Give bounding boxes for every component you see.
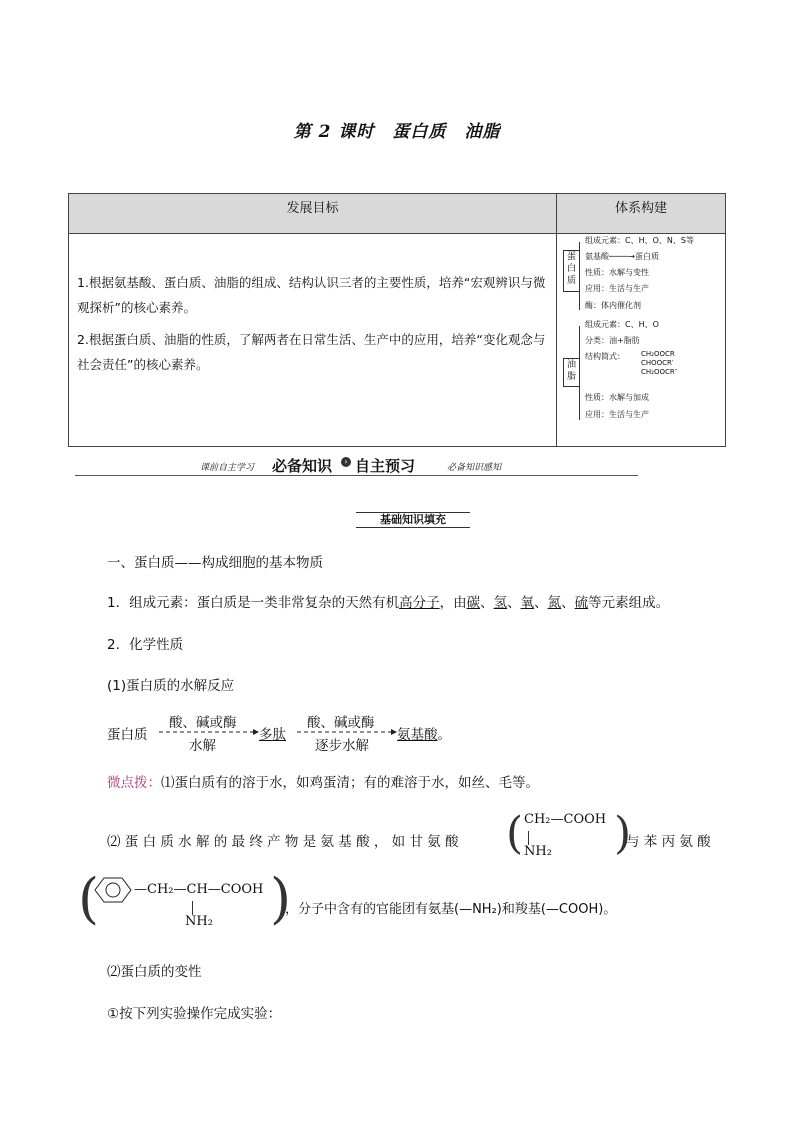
- phenylalanine-nh2: NH₂: [185, 914, 213, 929]
- section-banner: [75, 455, 638, 477]
- glycine-bond: [528, 831, 529, 845]
- structure-diagram: [557, 234, 725, 446]
- rx-amino-acid: 氨基酸。: [397, 727, 451, 743]
- para-experiment: ①按下列实验操作完成实验：: [107, 1006, 282, 1022]
- goal-1: 1.根据氨基酸、蛋白质、油脂的组成、结构认识三者的主要性质，培养“宏观辨识与微观探析”的核心素养。: [77, 275, 546, 315]
- protein-box: 蛋 白 质: [563, 250, 580, 292]
- para-amino-acids: ⑵ 蛋 白 质 水 解 的 最 终 产 物 是 氨 基 酸 ， 如 甘 氨 酸: [107, 834, 459, 850]
- hydrolysis-equation: [107, 712, 467, 752]
- goal-2: 2.根据蛋白质、油脂的性质，了解两者在日常生活、生产中的应用，培养“变化观念与社会责任”的核心素养。: [77, 332, 546, 372]
- structure-header: 体系构建: [557, 194, 725, 234]
- fat-item-2: 分类：油+脂肪: [585, 336, 640, 345]
- reaction-arrow-1: [159, 728, 259, 736]
- banner-left: 课前自主学习: [200, 463, 255, 473]
- banner-right: 必备知识感知: [447, 463, 502, 473]
- arrow-icon: ›: [341, 457, 351, 467]
- rx-condition-bottom-2: 逐步水解: [315, 738, 369, 754]
- phenylalanine-bond: [192, 901, 193, 915]
- phenylalanine-structure: ( —CH₂—CH—COOH NH₂ ): [78, 867, 292, 930]
- phenylalanine-chain: —CH₂—CH—COOH: [134, 882, 264, 897]
- para-functional-groups: ，分子中含有的官能团有氨基(—NH₂)和羧基(—COOH)。: [285, 902, 617, 917]
- heading-chem-props: 2．化学性质: [107, 637, 184, 653]
- tip-label: 微点拨：: [107, 775, 161, 791]
- rx-polypeptide: 多肽: [259, 727, 286, 743]
- glycine-structure: ( CH₂—COOH NH₂ ): [506, 808, 632, 859]
- page-title: 第 2 课时 蛋白质 油脂: [293, 122, 501, 142]
- fat-item-5: 应用：生活与生产: [585, 410, 649, 419]
- protein-item-2: 氨基酸────→蛋白质: [585, 252, 659, 261]
- section-label: 基础知识填充: [356, 512, 470, 528]
- protein-item-1: 组成元素：C、H、O、N、S等: [585, 236, 694, 245]
- reaction-arrow-2: [297, 728, 397, 736]
- glycine-top: CH₂—COOH: [524, 812, 607, 827]
- fat-item-4: 性质：水解与加成: [585, 393, 649, 402]
- rx-condition-top-2: 酸、碱或酶: [307, 715, 375, 731]
- fat-item-1: 组成元素：C、H、O: [585, 320, 659, 329]
- goals-cell: [69, 234, 557, 446]
- fat-item-3: 结构简式：: [585, 352, 625, 361]
- banner-main-2: 自主预习: [355, 457, 416, 475]
- goals-header: 发展目标: [69, 194, 557, 234]
- heading-denaturation: ⑵蛋白质的变性: [107, 964, 202, 980]
- glycine-nh2: NH₂: [524, 844, 552, 859]
- protein-item-5: 酶：体内催化剂: [585, 301, 641, 310]
- protein-item-3: 性质：水解与变性: [585, 268, 649, 277]
- heading-protein: 一、蛋白质——构成细胞的基本物质: [107, 555, 323, 571]
- banner-main-1: 必备知识: [272, 457, 333, 475]
- para-phenylalanine-label: 与 苯 丙 氨 酸: [626, 834, 711, 850]
- benzene-ring-icon: [94, 876, 134, 904]
- heading-hydrolysis: (1)蛋白质的水解反应: [107, 678, 235, 694]
- rx-condition-bottom-1: 水解: [189, 738, 216, 754]
- para-composition: 1．组成元素：蛋白质是一类非常复杂的天然有机高分子，由碳、氢、氧、氮、硫等元素组成。: [107, 595, 670, 611]
- goals-table: [68, 193, 726, 447]
- rx-condition-top-1: 酸、碱或酶: [169, 715, 237, 731]
- rx-protein: 蛋白质: [107, 727, 148, 743]
- protein-item-4: 应用：生活与生产: [585, 284, 649, 293]
- tip-paragraph: 微点拨：⑴蛋白质有的溶于水，如鸡蛋清；有的难溶于水，如丝、毛等。: [107, 775, 539, 791]
- fat-formula: CH₂OOCR CHOOCR′ CH₂OOCR″: [641, 350, 678, 376]
- fat-box: 油 脂: [563, 358, 580, 387]
